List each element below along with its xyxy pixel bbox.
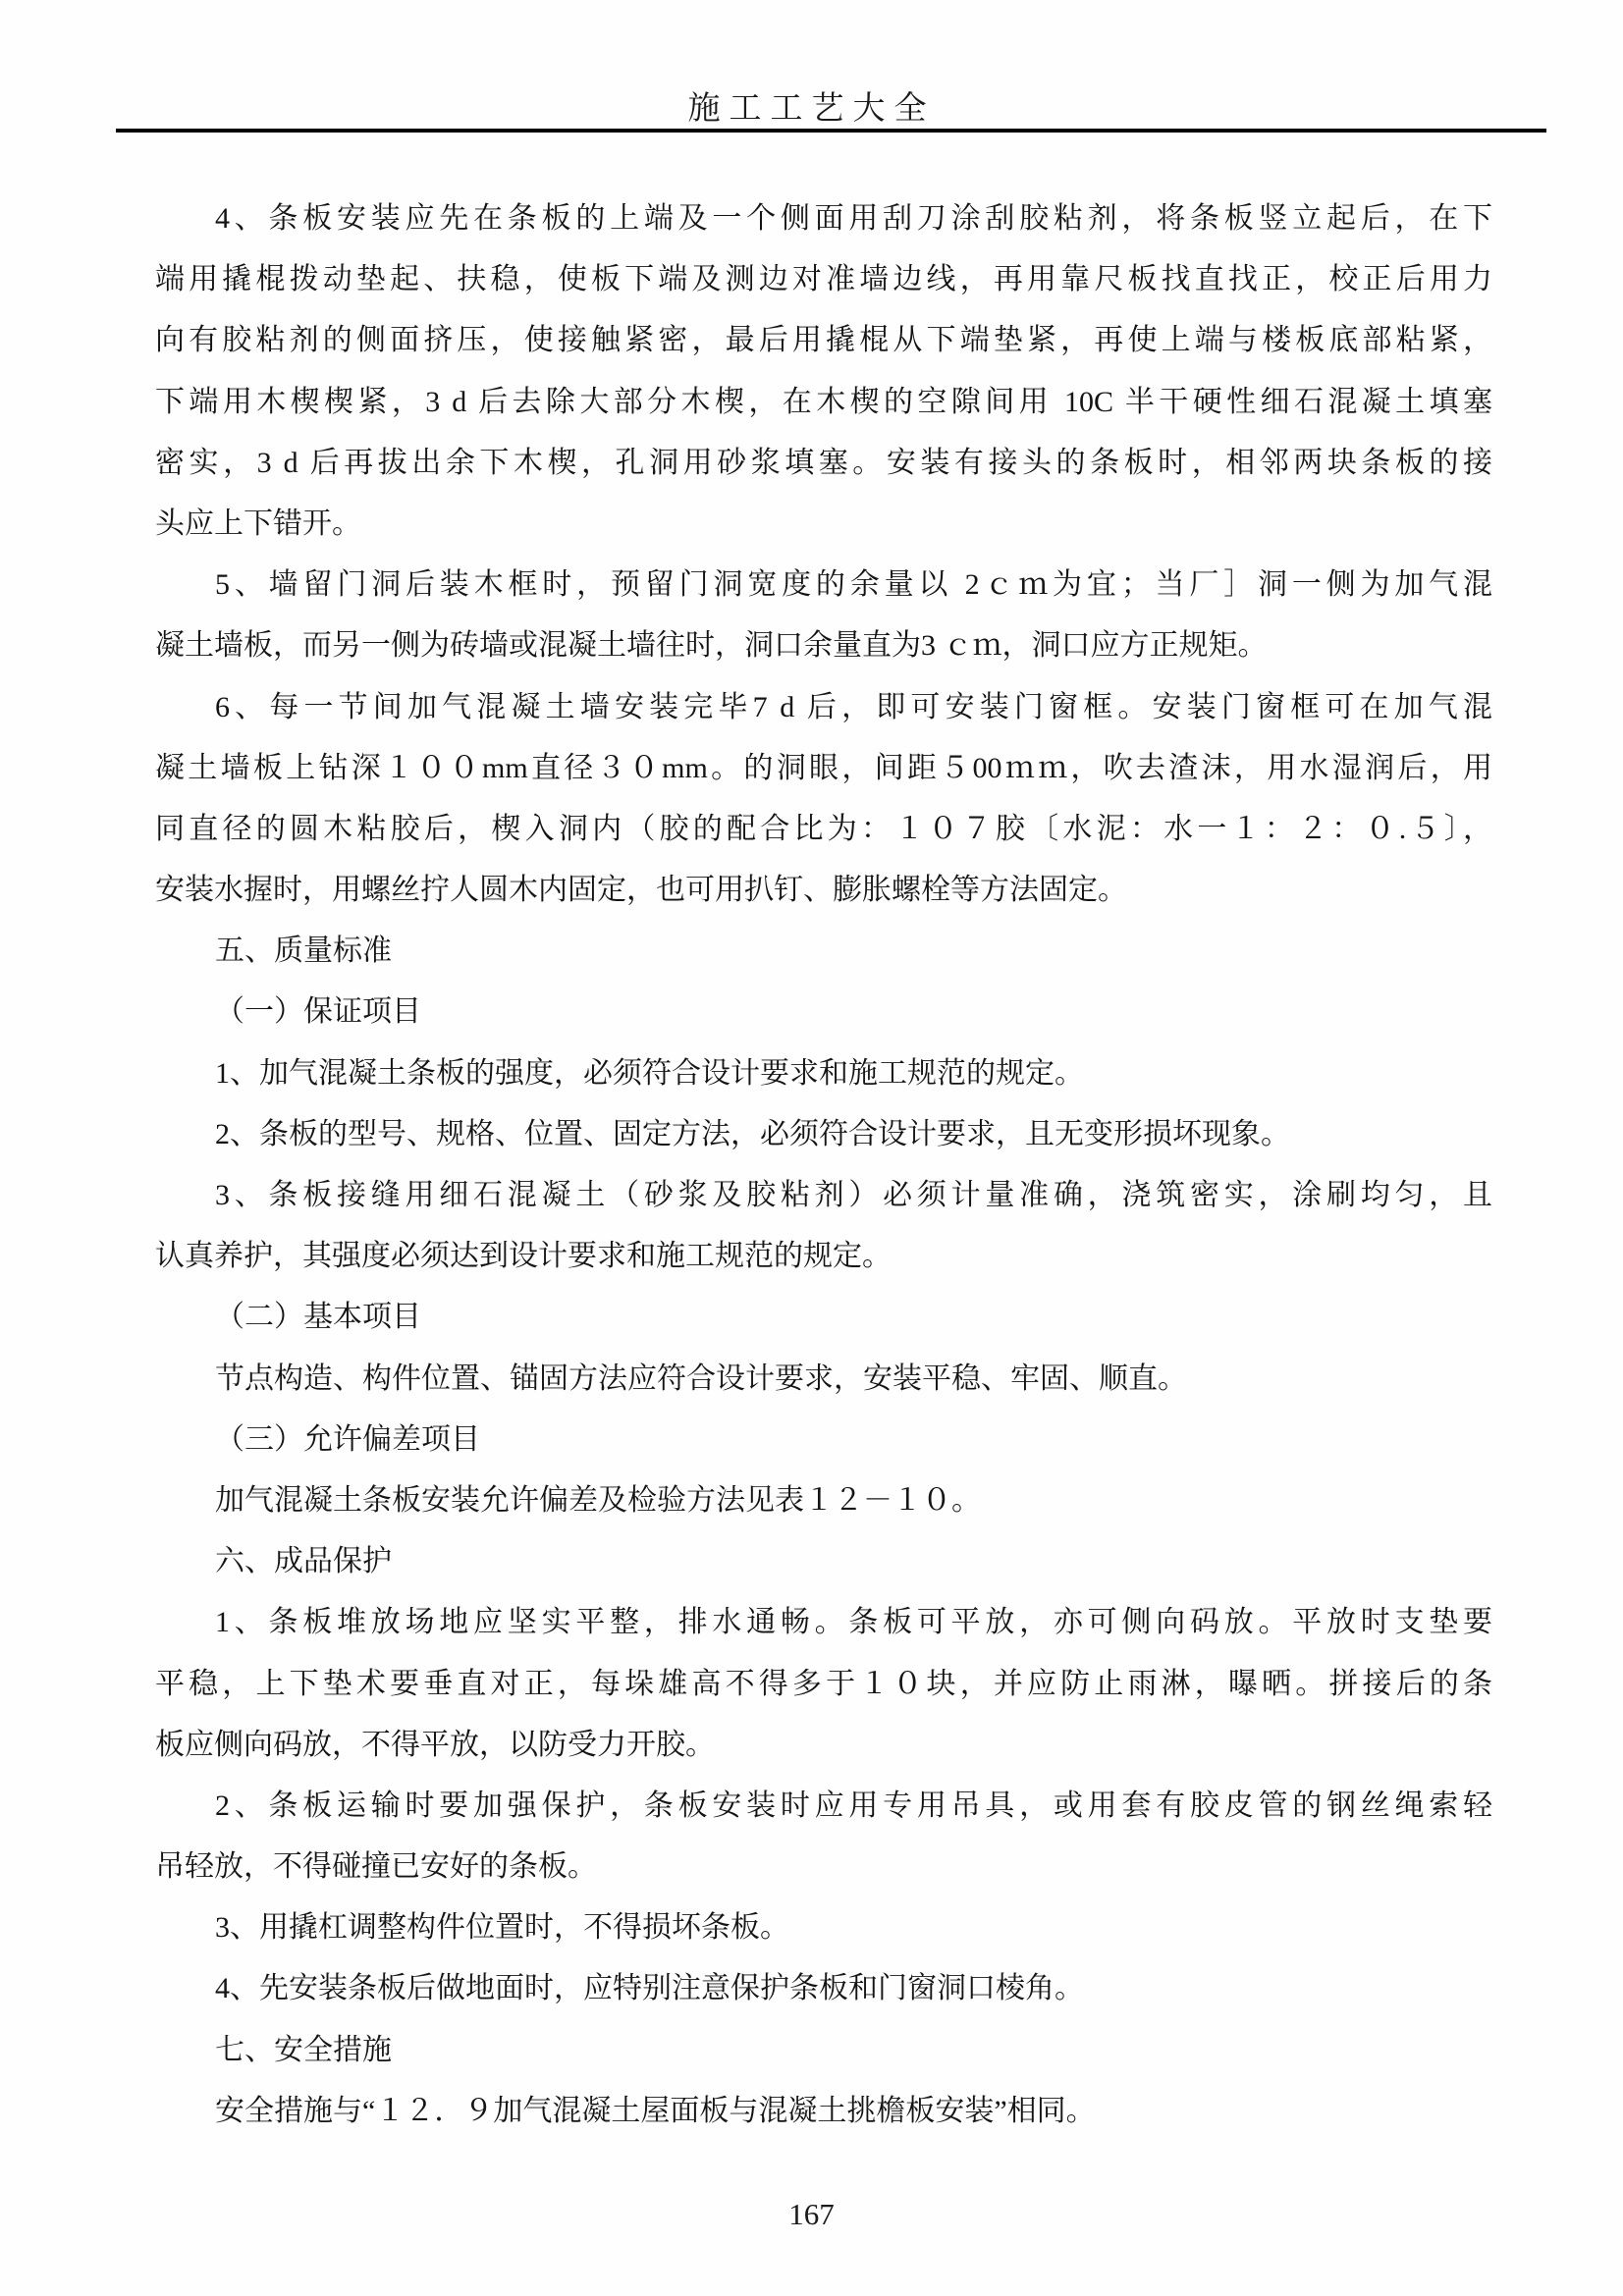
text-line: 3、用撬杠调整构件位置时，不得损坏条板。	[215, 1911, 789, 1945]
text-line: 端用撬棍拨动垫起、扶稳，使板下端及测边对准墙边线，再用靠尺板找直找正，校正后用力	[155, 263, 1492, 296]
text-line: （二）基本项目	[215, 1301, 421, 1334]
text-line: 七、安全措施	[215, 2033, 392, 2066]
text-line: 6、每一节间加气混凝土墙安装完毕7 d 后，即可安装门窗框。安装门窗框可在加气混	[215, 690, 1492, 723]
text-line: 4、先安装条板后做地面时，应特别注意保护条板和门窗洞口棱角。	[215, 1972, 1084, 2005]
text-line: 1、加气混凝土条板的强度，必须符合设计要求和施工规范的规定。	[215, 1056, 1084, 1090]
text-line: 3、条板接缝用细石混凝土（砂浆及胶粘剂）必须计量准确，浇筑密实，涂刷均匀，且	[215, 1179, 1492, 1211]
text-line: （一）保证项目	[215, 995, 421, 1029]
text-line: 密实，3 d 后再拔出余下木楔，孔洞用砂浆填塞。安装有接头的条板时，相邻两块条板的接	[155, 446, 1492, 479]
text-line: 吊轻放，不得碰撞已安好的条板。	[155, 1850, 597, 1884]
text-line: 2、条板运输时要加强保护，条板安装时应用专用吊具，或用套有胶皮管的钢丝绳索轻	[215, 1789, 1492, 1822]
text-line: 向有胶粘剂的侧面挤压，使接触紧密，最后用撬棍从下端垫紧，再使上端与楼板底部粘紧，	[155, 324, 1492, 357]
text-line: 板应侧向码放，不得平放，以防受力开胶。	[155, 1728, 715, 1761]
text-line: 2、条板的型号、规格、位置、固定方法，必须符合设计要求，且无变形损坏现象。	[215, 1117, 1290, 1150]
text-line: 安装水握时，用螺丝拧人圆木内固定，也可用扒钉、膨胀螺栓等方法固定。	[155, 874, 1127, 907]
text-line: 六、成品保护	[215, 1545, 392, 1578]
text-line: 加气混凝土条板安装允许偏差及检验方法见表１２－１０。	[215, 1483, 981, 1517]
text-line: 凝土墙板，而另一侧为砖墙或混凝土墙往时，洞口余量直为3 ｃｍ，洞口应方正规矩。	[155, 629, 1268, 663]
header-divider	[116, 129, 1546, 133]
text-line: （三）允许偏差项目	[215, 1422, 480, 1456]
text-line: 平稳，上下垫术要垂直对正，每垛雄高不得多于１０块，并应防止雨淋，曝晒。拼接后的条	[155, 1667, 1492, 1700]
text-line: 节点构造、构件位置、锚固方法应符合设计要求，安装平稳、牢固、顺直。	[215, 1362, 1187, 1395]
text-line: 五、质量标准	[215, 934, 392, 968]
text-line: 4、条板安装应先在条板的上端及一个侧面用刮刀涂刮胶粘剂，将条板竖立起后，在下	[215, 202, 1492, 235]
text-line: 同直径的圆木粘胶后，楔入洞内（胶的配合比为：１０７胶〔水泥：水一１：２：０.５〕，	[155, 812, 1492, 845]
text-line: 安全措施与“１２．９加气混凝土屋面板与混凝土挑檐板安装”相同。	[215, 2094, 1096, 2127]
document-body	[155, 188, 1492, 2142]
text-line: 头应上下错开。	[155, 507, 361, 540]
page-header-title: 施工工艺大全	[687, 91, 936, 127]
text-line: 认真养护，其强度必须达到设计要求和施工规范的规定。	[155, 1240, 892, 1273]
page-number: 167	[788, 2197, 835, 2231]
text-line: 凝土墙板上钻深１００mm直径３０mm。的洞眼，间距５00ｍｍ，吹去渣沫，用水湿润后，用	[155, 751, 1492, 784]
text-line: 下端用木楔楔紧，3 d 后去除大部分木楔，在木楔的空隙间用 10C 半干硬性细石混凝土填塞	[155, 385, 1492, 418]
text-line: 1、条板堆放场地应坚实平整，排水通畅。条板可平放，亦可侧向码放。平放时支垫要	[215, 1606, 1492, 1639]
text-line: 5、墙留门洞后装木框时，预留门洞宽度的余量以 2ｃｍ为宜；当厂］洞一侧为加气混	[215, 568, 1492, 602]
